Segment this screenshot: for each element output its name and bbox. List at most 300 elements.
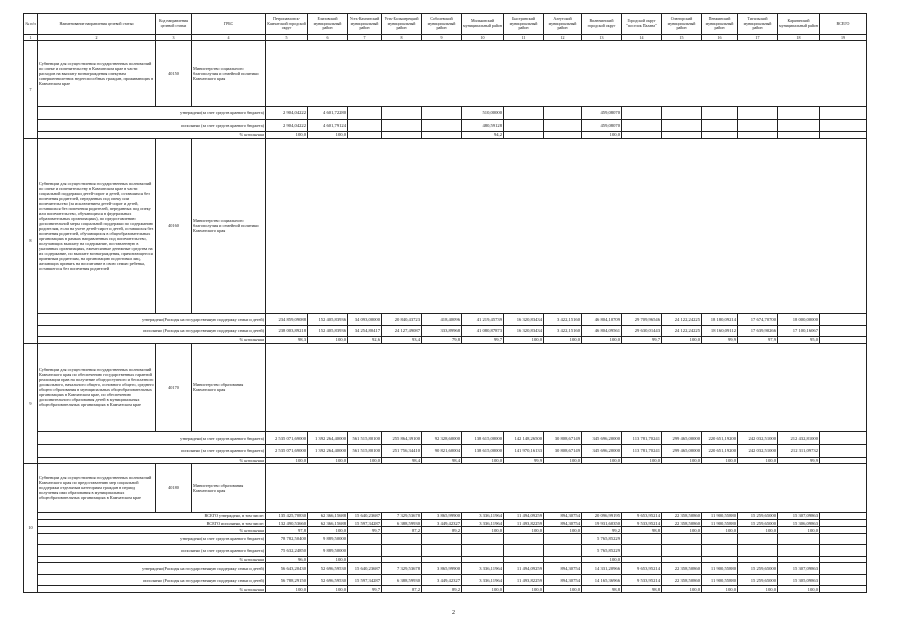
row-number: 8 bbox=[24, 138, 38, 343]
value-cell bbox=[820, 519, 867, 526]
value-cell bbox=[544, 545, 582, 557]
column-number: 7 bbox=[348, 35, 382, 41]
value-cell: 89,2 bbox=[422, 527, 462, 533]
value-cell: 4 601,79124 bbox=[308, 119, 348, 132]
header-cell-municipality: Тигильский муниципальный район bbox=[738, 14, 778, 35]
value-cell: 4 601,72280 bbox=[308, 106, 348, 119]
value-cell: 141 970,16133 bbox=[504, 444, 544, 457]
column-number: 6 bbox=[308, 35, 348, 41]
value-cell: 9 533,95214 bbox=[622, 519, 662, 526]
value-cell: 100,0 bbox=[662, 527, 702, 533]
value-cell: 251 756,34410 bbox=[382, 444, 422, 457]
row-code: 40160 bbox=[156, 138, 192, 313]
value-cell bbox=[702, 106, 738, 119]
value-cell: 9 653,95214 bbox=[622, 563, 662, 575]
header-row bbox=[24, 14, 867, 35]
row-10-line bbox=[24, 512, 867, 519]
value-cell: 22 358,50860 bbox=[662, 512, 702, 519]
value-cell: 220 651,19200 bbox=[702, 444, 738, 457]
value-cell: 15 305,09863 bbox=[778, 574, 820, 586]
value-cell bbox=[820, 574, 867, 586]
value-cell: 97,8 bbox=[266, 527, 308, 533]
value-cell: 15 640,23687 bbox=[348, 512, 382, 519]
value-cell: 11 494,09259 bbox=[504, 512, 544, 519]
value-cell: 11 493,82259 bbox=[504, 574, 544, 586]
value-cell: 345 696,20000 bbox=[582, 432, 622, 445]
row-10-line bbox=[24, 533, 867, 545]
row-10-line bbox=[24, 574, 867, 586]
row-line-label: % исполнения bbox=[38, 556, 266, 562]
value-cell bbox=[820, 314, 867, 326]
value-cell: 46 804,10709 bbox=[582, 314, 622, 326]
header-cell-name: Наименование направления целевой статьи bbox=[38, 14, 156, 35]
value-cell bbox=[820, 563, 867, 575]
value-cell: 459,08070 bbox=[582, 106, 622, 119]
value-cell bbox=[348, 533, 382, 545]
value-cell: 89,2 bbox=[422, 586, 462, 593]
value-cell: 3 336,11964 bbox=[462, 519, 504, 526]
value-cell: 100,0 bbox=[504, 337, 544, 343]
value-cell: 9 533,95214 bbox=[622, 574, 662, 586]
value-cell: 75 632,24850 bbox=[266, 545, 308, 557]
value-cell: 93,4 bbox=[382, 337, 422, 343]
value-cell: 99,9 bbox=[504, 457, 544, 463]
value-cell: 220 651,19200 bbox=[702, 432, 738, 445]
row-number: 9 bbox=[24, 343, 38, 463]
value-cell: 17 100,16067 bbox=[778, 325, 820, 337]
value-cell: 15 307,09863 bbox=[778, 563, 820, 575]
value-cell bbox=[504, 545, 544, 557]
value-cell: 19 931,60350 bbox=[582, 519, 622, 526]
header-cell-municipality: Карагинский муниципальный район bbox=[778, 14, 820, 35]
value-cell: 234 859,09088 bbox=[266, 314, 308, 326]
value-cell bbox=[820, 106, 867, 119]
value-cell: 894,30754 bbox=[544, 519, 582, 526]
value-cell bbox=[662, 106, 702, 119]
value-cell: 100,0 bbox=[662, 337, 702, 343]
header-cell-municipality: Вилючинский городской округ bbox=[582, 14, 622, 35]
value-cell: 16 320,83434 bbox=[504, 325, 544, 337]
column-number: 2 bbox=[38, 35, 156, 41]
value-cell: 100,0 bbox=[308, 527, 348, 533]
value-cell: 24 122,24225 bbox=[662, 325, 702, 337]
row-line-label: % исполнения bbox=[38, 457, 266, 463]
row-line-label: утверждено(за счет средств краевого бюджета) bbox=[38, 432, 266, 445]
value-cell bbox=[820, 512, 867, 519]
value-cell: 100,0 bbox=[266, 132, 308, 138]
header-cell-no: № п/п bbox=[24, 14, 38, 35]
header-cell-municipality: Соболевский муниципальный район bbox=[422, 14, 462, 35]
column-number: 15 bbox=[662, 35, 702, 41]
header-cell-code: Код направления целевой статьи bbox=[156, 14, 192, 35]
value-cell: 299 465,00000 bbox=[662, 432, 702, 445]
value-cell: 142 148,26500 bbox=[504, 432, 544, 445]
value-cell: 3 336,11964 bbox=[462, 563, 504, 575]
row-line-label: утверждено(Расходы на государственную поддержку семьи и детей) bbox=[38, 314, 266, 326]
value-cell bbox=[382, 533, 422, 545]
value-cell: 132 490,53660 bbox=[266, 519, 308, 526]
value-cell: 17 674,70700 bbox=[738, 314, 778, 326]
value-cell: 87,2 bbox=[382, 586, 422, 593]
row-name: Субвенции для осуществления государственных полномочий по опеке и попечительству в Камчатском крае в части расходов на выплату вознаграждения опекунам совершеннолетних недееспособных граждан, проживающих в Камчатском крае bbox=[38, 41, 156, 107]
value-cell: 212 432,81000 bbox=[778, 432, 820, 445]
value-cell: 14 165,36966 bbox=[582, 574, 622, 586]
value-cell: 94,2 bbox=[462, 132, 504, 138]
value-cell: 9 889,50000 bbox=[308, 545, 348, 557]
value-cell: 152 405,83936 bbox=[308, 314, 348, 326]
value-cell: 41 080,87873 bbox=[462, 325, 504, 337]
value-cell: 255 864,39100 bbox=[382, 432, 422, 445]
value-cell: 99,7 bbox=[348, 586, 382, 593]
value-cell: 100,0 bbox=[462, 457, 504, 463]
value-cell: 345 696,20000 bbox=[582, 444, 622, 457]
value-cell: 15 259,65000 bbox=[738, 574, 778, 586]
value-cell: 98,4 bbox=[422, 457, 462, 463]
value-cell: 20 840,43723 bbox=[382, 314, 422, 326]
row-10-line bbox=[24, 519, 867, 526]
value-cell: 100,0 bbox=[462, 586, 504, 593]
value-cell: 34 093,00000 bbox=[348, 314, 382, 326]
value-cell: 92 328,60000 bbox=[422, 432, 462, 445]
value-cell: 2 904,04222 bbox=[266, 119, 308, 132]
value-cell bbox=[820, 586, 867, 593]
value-cell bbox=[738, 119, 778, 132]
value-cell bbox=[504, 533, 544, 545]
value-cell: 3 865,99900 bbox=[422, 563, 462, 575]
value-cell: 100,0 bbox=[662, 586, 702, 593]
budget-execution-table bbox=[23, 13, 867, 593]
value-cell bbox=[382, 106, 422, 119]
value-cell bbox=[348, 119, 382, 132]
value-cell: 15 259,65000 bbox=[738, 512, 778, 519]
value-cell bbox=[422, 106, 462, 119]
header-cell-municipality: Усть-Камчатский муниципальный район bbox=[348, 14, 382, 35]
value-cell: 894,30754 bbox=[544, 563, 582, 575]
value-cell: 1 392 264,40000 bbox=[308, 432, 348, 445]
value-cell bbox=[504, 119, 544, 132]
value-cell: 92,6 bbox=[348, 337, 382, 343]
row-9-header bbox=[24, 343, 867, 432]
column-number: 8 bbox=[382, 35, 422, 41]
value-cell: 480,59128 bbox=[462, 119, 504, 132]
row-code: 40150 bbox=[156, 41, 192, 107]
value-cell: 100,0 bbox=[504, 527, 544, 533]
value-cell: 242 032,51000 bbox=[738, 432, 778, 445]
value-cell: 52 696,59530 bbox=[308, 563, 348, 575]
value-cell: 100,0 bbox=[702, 457, 738, 463]
value-cell bbox=[544, 533, 582, 545]
value-cell: 100,0 bbox=[308, 132, 348, 138]
value-cell: 3 422,15160 bbox=[544, 325, 582, 337]
value-cell: 98,3 bbox=[266, 337, 308, 343]
value-cell: 56 643,20430 bbox=[266, 563, 308, 575]
value-cell: 15 640,23687 bbox=[348, 563, 382, 575]
value-cell: 100,0 bbox=[544, 586, 582, 593]
value-cell bbox=[622, 545, 662, 557]
value-cell: 100,0 bbox=[778, 586, 820, 593]
value-cell: 3 865,99900 bbox=[422, 512, 462, 519]
value-cell bbox=[820, 432, 867, 445]
value-cell: 34 254,80417 bbox=[348, 325, 382, 337]
row-8-approved bbox=[24, 314, 867, 326]
column-number: 14 bbox=[622, 35, 662, 41]
value-cell bbox=[738, 533, 778, 545]
header-cell-municipality: Алеутский муниципальный район bbox=[544, 14, 582, 35]
header-cell-municipality: Быстринский муниципальный район bbox=[504, 14, 544, 35]
value-cell: 7 329,53678 bbox=[382, 512, 422, 519]
value-cell: 5 765,85229 bbox=[582, 533, 622, 545]
row-line-label: исполнено (за счет средств краевого бюджета) bbox=[38, 444, 266, 457]
value-cell: 3 422,15160 bbox=[544, 314, 582, 326]
value-cell bbox=[820, 444, 867, 457]
value-cell: 100,0 bbox=[738, 527, 778, 533]
header-cell-grbs: ГРБС bbox=[192, 14, 266, 35]
row-line-label: % исполнения bbox=[38, 337, 266, 343]
value-cell: 561 515,80100 bbox=[348, 432, 382, 445]
value-cell: 79,8 bbox=[422, 337, 462, 343]
value-cell: 3 336,11964 bbox=[462, 574, 504, 586]
row-8-header bbox=[24, 138, 867, 313]
value-cell: 99,7 bbox=[462, 337, 504, 343]
value-cell: 100,0 bbox=[504, 586, 544, 593]
value-cell: 24 122,24225 bbox=[662, 314, 702, 326]
value-cell: 11 493,82259 bbox=[504, 519, 544, 526]
value-cell bbox=[820, 119, 867, 132]
value-cell: 100,0 bbox=[308, 337, 348, 343]
row-7-approved bbox=[24, 106, 867, 119]
value-cell: 100,0 bbox=[266, 457, 308, 463]
value-cell: 29 709,96546 bbox=[622, 314, 662, 326]
value-cell bbox=[778, 545, 820, 557]
value-cell: 1 392 264,40000 bbox=[308, 444, 348, 457]
value-cell: 46 804,09561 bbox=[582, 325, 622, 337]
value-cell: 100,0 bbox=[738, 457, 778, 463]
row-line-label: % исполнения bbox=[38, 132, 266, 138]
page-number: 2 bbox=[452, 610, 455, 616]
value-cell: 113 781,70241 bbox=[622, 444, 662, 457]
row-line-label: ВСЕГО утверждено, в том числе: bbox=[38, 512, 266, 519]
row-code: 40170 bbox=[156, 343, 192, 432]
value-cell bbox=[738, 545, 778, 557]
value-cell: 100,0 bbox=[702, 527, 738, 533]
value-cell: 20 096,99195 bbox=[582, 512, 622, 519]
value-cell: 238 003,89218 bbox=[266, 325, 308, 337]
value-cell bbox=[622, 119, 662, 132]
value-cell bbox=[778, 533, 820, 545]
value-cell bbox=[422, 545, 462, 557]
row-line-label: исполнено (за счет средств краевого бюджета) bbox=[38, 119, 266, 132]
value-cell bbox=[778, 106, 820, 119]
value-cell: 95,0 bbox=[778, 337, 820, 343]
value-cell: 7 329,53678 bbox=[382, 563, 422, 575]
value-cell bbox=[622, 106, 662, 119]
value-cell: 100,0 bbox=[778, 527, 820, 533]
value-cell: 30 808,67149 bbox=[544, 444, 582, 457]
value-cell: 510,00000 bbox=[462, 106, 504, 119]
value-cell: 3 449,42327 bbox=[422, 519, 462, 526]
row-name: Субвенции для осуществления государственных полномочий по опеке и попечительству в Камчатском крае в части социальной поддержки детей-сирот и детей, оставшихся без попечения родителей, переданных под опеку или попечительство (за исключением детей-сирот и детей, оставшихся без попечения родителей, переданных под опеку или попечительство, обучающихся в федеральных образовательных организациях), по предоставлению дополнительной меры социальной поддержки по содержанию родителям, если на учете детей-сирот и детей, оставшихся без попечения родителей, обучающихся в общеобразовательных организациях в рамках направленных под попечительство, получающих выплату на содержание, поставленную в указанных организациях, ежемесячные денежные средства на их содержание, по выплате вознаграждения, причитающегося приемным родителям, на организацию подготовки лиц, желающих принять на воспитание в свою семью ребенка, оставшегося без попечения родителей bbox=[38, 138, 156, 313]
value-cell: 6 388,59930 bbox=[382, 574, 422, 586]
value-cell: 98,8 bbox=[622, 586, 662, 593]
value-cell bbox=[662, 533, 702, 545]
value-cell: 15 307,09863 bbox=[778, 512, 820, 519]
header-cell-municipality: Усть-Большерецкий муниципальный район bbox=[382, 14, 422, 35]
column-number: 18 bbox=[778, 35, 820, 41]
value-cell: 242 032,51000 bbox=[738, 444, 778, 457]
row-line-label: исполнено (за счет средств краевого бюджета) bbox=[38, 545, 266, 557]
value-cell bbox=[702, 533, 738, 545]
value-cell: 52 696,59530 bbox=[308, 574, 348, 586]
value-cell: 24 127,49087 bbox=[382, 325, 422, 337]
value-cell: 100,0 bbox=[582, 457, 622, 463]
value-cell: 78 782,50400 bbox=[266, 533, 308, 545]
column-number: 16 bbox=[702, 35, 738, 41]
column-number: 4 bbox=[192, 35, 266, 41]
row-10-header bbox=[24, 463, 867, 512]
row-grbs: Министерство образования Камчатского края bbox=[192, 343, 266, 432]
row-10-line bbox=[24, 545, 867, 557]
value-cell: 22 358,50860 bbox=[662, 563, 702, 575]
value-cell: 99,7 bbox=[622, 337, 662, 343]
value-cell: 11 494,09259 bbox=[504, 563, 544, 575]
value-cell: 62 366,15688 bbox=[308, 512, 348, 519]
value-cell bbox=[738, 106, 778, 119]
value-cell: 100,0 bbox=[544, 527, 582, 533]
row-9-approved bbox=[24, 432, 867, 445]
value-cell: 97,9 bbox=[738, 337, 778, 343]
row-10-line bbox=[24, 563, 867, 575]
value-cell bbox=[382, 119, 422, 132]
value-cell: 11 900,55880 bbox=[702, 519, 738, 526]
value-cell: 17 639,90266 bbox=[738, 325, 778, 337]
row-line-label: ВСЕГО исполнено, в том числе: bbox=[38, 519, 266, 526]
value-cell: 18 000,00000 bbox=[778, 314, 820, 326]
value-cell: 41 219,45739 bbox=[462, 314, 504, 326]
value-cell: 15 259,65000 bbox=[738, 563, 778, 575]
value-cell: 100,0 bbox=[544, 457, 582, 463]
row-line-label: утверждено(за счет средств краевого бюджета) bbox=[38, 533, 266, 545]
value-cell: 22 358,50860 bbox=[662, 519, 702, 526]
value-cell bbox=[462, 545, 504, 557]
value-cell: 212 311,09732 bbox=[778, 444, 820, 457]
value-cell: 100,0 bbox=[348, 457, 382, 463]
header-cell-municipality: Петропавловск-Камчатский городской округ bbox=[266, 14, 308, 35]
value-cell: 561 515,80100 bbox=[348, 444, 382, 457]
value-cell: 98,8 bbox=[582, 586, 622, 593]
value-cell: 2 535 071,69000 bbox=[266, 444, 308, 457]
row-10-line bbox=[24, 586, 867, 593]
value-cell: 100,0 bbox=[582, 556, 622, 562]
value-cell: 418,40096 bbox=[422, 314, 462, 326]
header-cell-municipality: Городской округ "поселок Палана" bbox=[622, 14, 662, 35]
row-name: Субвенции для осуществления государственных полномочий Камчатского края по обеспечению государственных гарантий реализации прав на получение общедоступного и бесплатного дошкольного, начального общего, основного общего, среднего общего образования в муниципальных общеобразовательных организациях в Камчатском крае, по обеспечению дополнительного образования детей в муниципальных общеобразовательных организациях в Камчатском крае bbox=[38, 343, 156, 432]
row-line-label: утверждено(Расходы на государственную поддержку семьи и детей) bbox=[38, 563, 266, 575]
value-cell bbox=[662, 119, 702, 132]
value-cell: 15 597,34287 bbox=[348, 519, 382, 526]
value-cell: 100,0 bbox=[622, 457, 662, 463]
value-cell: 90 821,60004 bbox=[422, 444, 462, 457]
value-cell: 11 900,55880 bbox=[702, 574, 738, 586]
report-sheet bbox=[23, 13, 866, 593]
value-cell: 100,0 bbox=[308, 457, 348, 463]
value-cell bbox=[348, 545, 382, 557]
value-cell bbox=[662, 545, 702, 557]
value-cell: 11 900,55880 bbox=[702, 512, 738, 519]
header-cell-municipality: Мильковский муниципальный район bbox=[462, 14, 504, 35]
value-cell bbox=[544, 106, 582, 119]
value-cell: 5 765,85229 bbox=[582, 545, 622, 557]
value-cell: 96,0 bbox=[266, 556, 308, 562]
header-cell-municipality: Елизовский муниципальный район bbox=[308, 14, 348, 35]
value-cell: 113 781,70241 bbox=[622, 432, 662, 445]
value-cell: 18 180,09214 bbox=[702, 314, 738, 326]
header-cell-municipality: Пенжинский муниципальный район bbox=[702, 14, 738, 35]
value-cell: 100,0 bbox=[266, 586, 308, 593]
row-line-label: исполнено (Расходы на государственную поддержку семьи и детей) bbox=[38, 574, 266, 586]
row-7-executed bbox=[24, 119, 867, 132]
value-cell bbox=[820, 545, 867, 557]
column-number: 12 bbox=[544, 35, 582, 41]
row-7-header bbox=[24, 41, 867, 107]
value-cell: 9 653,95214 bbox=[622, 512, 662, 519]
value-cell bbox=[702, 545, 738, 557]
value-cell: 15 306,09863 bbox=[778, 519, 820, 526]
value-cell: 29 630,01443 bbox=[622, 325, 662, 337]
column-number: 10 bbox=[462, 35, 504, 41]
row-code: 40180 bbox=[156, 463, 192, 512]
value-cell: 894,30754 bbox=[544, 512, 582, 519]
value-cell: 2 535 071,69000 bbox=[266, 432, 308, 445]
value-cell bbox=[820, 325, 867, 337]
header-cell-municipality: Олюторский муниципальный район bbox=[662, 14, 702, 35]
row-8-executed bbox=[24, 325, 867, 337]
value-cell: 22 358,50860 bbox=[662, 574, 702, 586]
value-cell: 100,0 bbox=[662, 457, 702, 463]
value-cell: 100,0 bbox=[738, 586, 778, 593]
row-grbs: Министерство образования Камчатского края bbox=[192, 463, 266, 512]
row-grbs: Министерство социального благополучия и семейной политики Камчатского края bbox=[192, 41, 266, 107]
value-cell: 30 808,67149 bbox=[544, 432, 582, 445]
value-cell: 3 336,11964 bbox=[462, 512, 504, 519]
value-cell bbox=[778, 119, 820, 132]
row-number: 7 bbox=[24, 41, 38, 138]
row-line-label: утверждено(за счет средств краевого бюджета) bbox=[38, 106, 266, 119]
row-line-label: % исполнения bbox=[38, 586, 266, 593]
value-cell: 98,8 bbox=[622, 527, 662, 533]
value-cell: 2 904,04222 bbox=[266, 106, 308, 119]
row-grbs: Министерство социального благополучия и семейной политики Камчатского края bbox=[192, 138, 266, 313]
column-number: 9 bbox=[422, 35, 462, 41]
value-cell bbox=[544, 119, 582, 132]
value-cell: 100,0 bbox=[702, 586, 738, 593]
value-cell: 100,0 bbox=[582, 132, 622, 138]
value-cell: 459,08070 bbox=[582, 119, 622, 132]
value-cell: 6 388,59930 bbox=[382, 519, 422, 526]
value-cell bbox=[462, 533, 504, 545]
value-cell: 11 900,55880 bbox=[702, 563, 738, 575]
value-cell bbox=[382, 545, 422, 557]
value-cell: 18 160,09112 bbox=[702, 325, 738, 337]
column-number: 11 bbox=[504, 35, 544, 41]
value-cell: 3 449,42327 bbox=[422, 574, 462, 586]
value-cell: 87,2 bbox=[382, 527, 422, 533]
value-cell: 14 331,20966 bbox=[582, 563, 622, 575]
column-number: 19 bbox=[820, 35, 867, 41]
row-number: 10 bbox=[24, 463, 38, 592]
column-number: 1 bbox=[24, 35, 38, 41]
row-name: Субвенции для осуществления государственных полномочий Камчатского края по предоставлению мер социальной поддержки отдельным категориям граждан в период получения ими образования в муниципальных общеобразовательных организациях в Камчатском крае bbox=[38, 463, 156, 512]
column-number: 5 bbox=[266, 35, 308, 41]
